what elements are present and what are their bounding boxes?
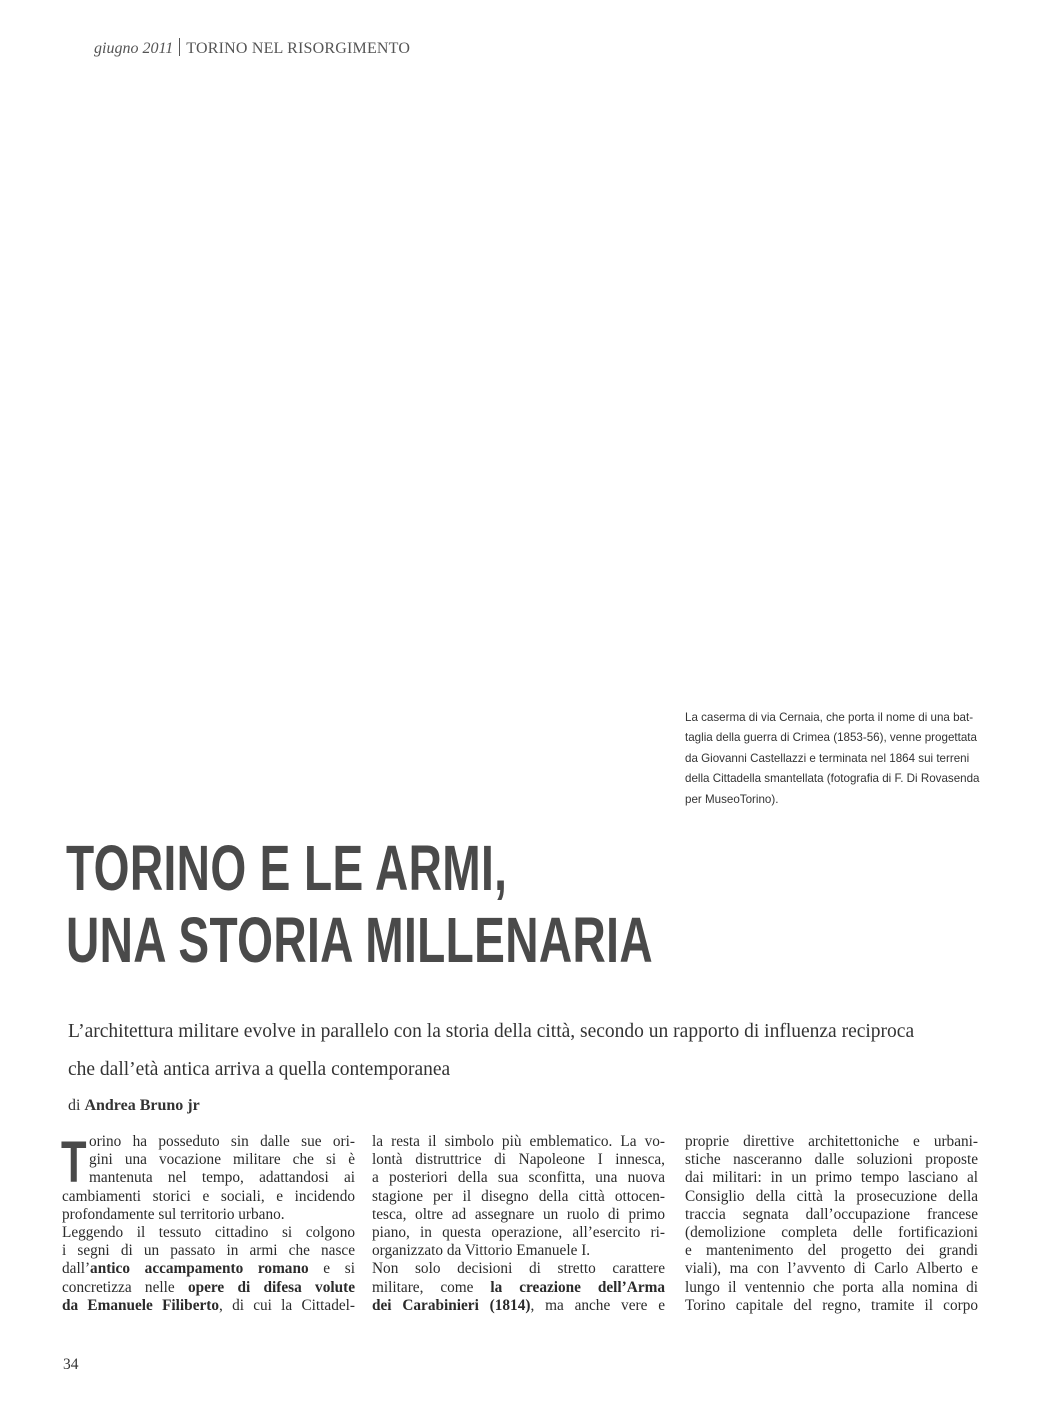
page-number: 34 bbox=[63, 1356, 79, 1373]
body-line bbox=[62, 1260, 355, 1278]
body-line: viali), ma con l’avvento di Carlo Alberto e bbox=[685, 1260, 978, 1278]
caption-line: taglia della guerra di Crimea (1853-56), venne progettata bbox=[685, 731, 977, 745]
highlight-roman-camp: antico accampamento romano bbox=[90, 1260, 309, 1278]
body-line: lontà distruttrice di Napoleone I innesca, bbox=[372, 1151, 665, 1169]
body-line: cambiamenti storici e sociali, e incidendo bbox=[62, 1187, 355, 1205]
body-line: profondamente sul territorio urbano. bbox=[62, 1205, 285, 1223]
caption-line: della Cittadella smantellata (fotografia di F. Di Rovasenda bbox=[685, 772, 980, 786]
byline bbox=[68, 1097, 200, 1115]
body-text: concretizza nelle bbox=[62, 1278, 188, 1296]
subtitle-line-1: L’architettura militare evolve in parallelo con la storia della città, secondo un rapporto di influenza reciproca bbox=[68, 1021, 915, 1042]
body-line: Non solo decisioni di stretto carattere bbox=[372, 1260, 665, 1278]
article-title bbox=[66, 832, 653, 976]
body-column-2 bbox=[372, 1133, 665, 1315]
body-text: militare, come bbox=[372, 1278, 491, 1296]
caption-line: per MuseoTorino). bbox=[685, 792, 779, 806]
body-line: piano, in questa operazione, all’esercito ri- bbox=[372, 1224, 665, 1242]
running-header bbox=[94, 38, 410, 58]
subtitle-line-2: che dall’età antica arriva a quella contemporanea bbox=[68, 1059, 451, 1080]
drop-cap: T bbox=[61, 1130, 87, 1195]
body-line: organizzato da Vittorio Emanuele I. bbox=[372, 1242, 591, 1260]
body-text: , di cui la Cittadel- bbox=[219, 1296, 355, 1314]
body-line bbox=[372, 1279, 665, 1297]
body-line: dai militari: in un primo tempo lasciano al bbox=[685, 1169, 978, 1187]
body-line: (demolizione completa delle fortificazioni bbox=[685, 1224, 978, 1242]
body-line: i segni di un passato in armi che nasce bbox=[62, 1242, 355, 1260]
title-line-1: TORINO E LE ARMI, bbox=[66, 832, 508, 904]
body-line: Leggendo il tessuto cittadino si colgono bbox=[62, 1224, 355, 1242]
body-line: traccia segnata dall’occupazione francese bbox=[685, 1205, 978, 1223]
caption-line: da Giovanni Castellazzi e terminata nel 1864 sui terreni bbox=[685, 751, 970, 765]
highlight-carabinieri-date: dei Carabinieri (1814) bbox=[372, 1296, 531, 1314]
body-line: lungo il ventennio che porta alla nomina di bbox=[685, 1278, 978, 1296]
body-line: Consiglio della città la prosecuzione della bbox=[685, 1187, 978, 1205]
body-text: e si bbox=[308, 1260, 355, 1278]
issue-date: giugno 2011 bbox=[94, 40, 174, 57]
photo-caption bbox=[685, 708, 990, 810]
author-name: Andrea Bruno jr bbox=[84, 1097, 200, 1114]
caption-line: La caserma di via Cernaia, che porta il nome di una bat- bbox=[685, 711, 974, 724]
body-line bbox=[372, 1297, 665, 1315]
body-column-3 bbox=[685, 1133, 978, 1315]
byline-prefix: di bbox=[68, 1097, 81, 1114]
title-line-2: UNA STORIA MILLENARIA bbox=[66, 904, 653, 976]
body-line bbox=[62, 1297, 355, 1315]
body-text: dall’ bbox=[62, 1260, 91, 1278]
highlight-emanuele-filiberto: da Emanuele Filiberto bbox=[62, 1296, 220, 1314]
header-divider bbox=[179, 38, 180, 56]
highlight-defense-works: opere di difesa volute bbox=[187, 1278, 355, 1296]
section-title: TORINO NEL RISORGIMENTO bbox=[186, 40, 411, 57]
highlight-carabinieri: la creazione dell’Arma bbox=[490, 1278, 665, 1296]
body-line: la resta il simbolo più emblematico. La vo- bbox=[372, 1133, 665, 1150]
body-line: orino ha posseduto sin dalle sue ori- bbox=[89, 1133, 355, 1150]
body-text: , ma anche vere e bbox=[530, 1296, 665, 1314]
body-line: e mantenimento del progetto dei grandi bbox=[685, 1242, 978, 1260]
body-line: tesca, oltre ad assegnare un ruolo di primo bbox=[372, 1205, 665, 1223]
body-line bbox=[62, 1279, 355, 1297]
body-line: stiche nasceranno dalle soluzioni proposte bbox=[685, 1151, 978, 1169]
body-line: Torino capitale del regno, tramite il corpo bbox=[685, 1296, 978, 1314]
body-line: stagione per il disegno della città ottocen- bbox=[372, 1187, 665, 1205]
body-line: gini una vocazione militare che si è bbox=[89, 1151, 355, 1169]
body-column-1 bbox=[61, 1130, 355, 1315]
body-line: a posteriori della sua sconfitta, una nuova bbox=[372, 1169, 665, 1187]
body-line: proprie direttive architettoniche e urbani- bbox=[685, 1133, 978, 1150]
body-line: mantenuta nel tempo, adattandosi ai bbox=[89, 1169, 355, 1187]
article-subtitle bbox=[68, 1013, 978, 1089]
